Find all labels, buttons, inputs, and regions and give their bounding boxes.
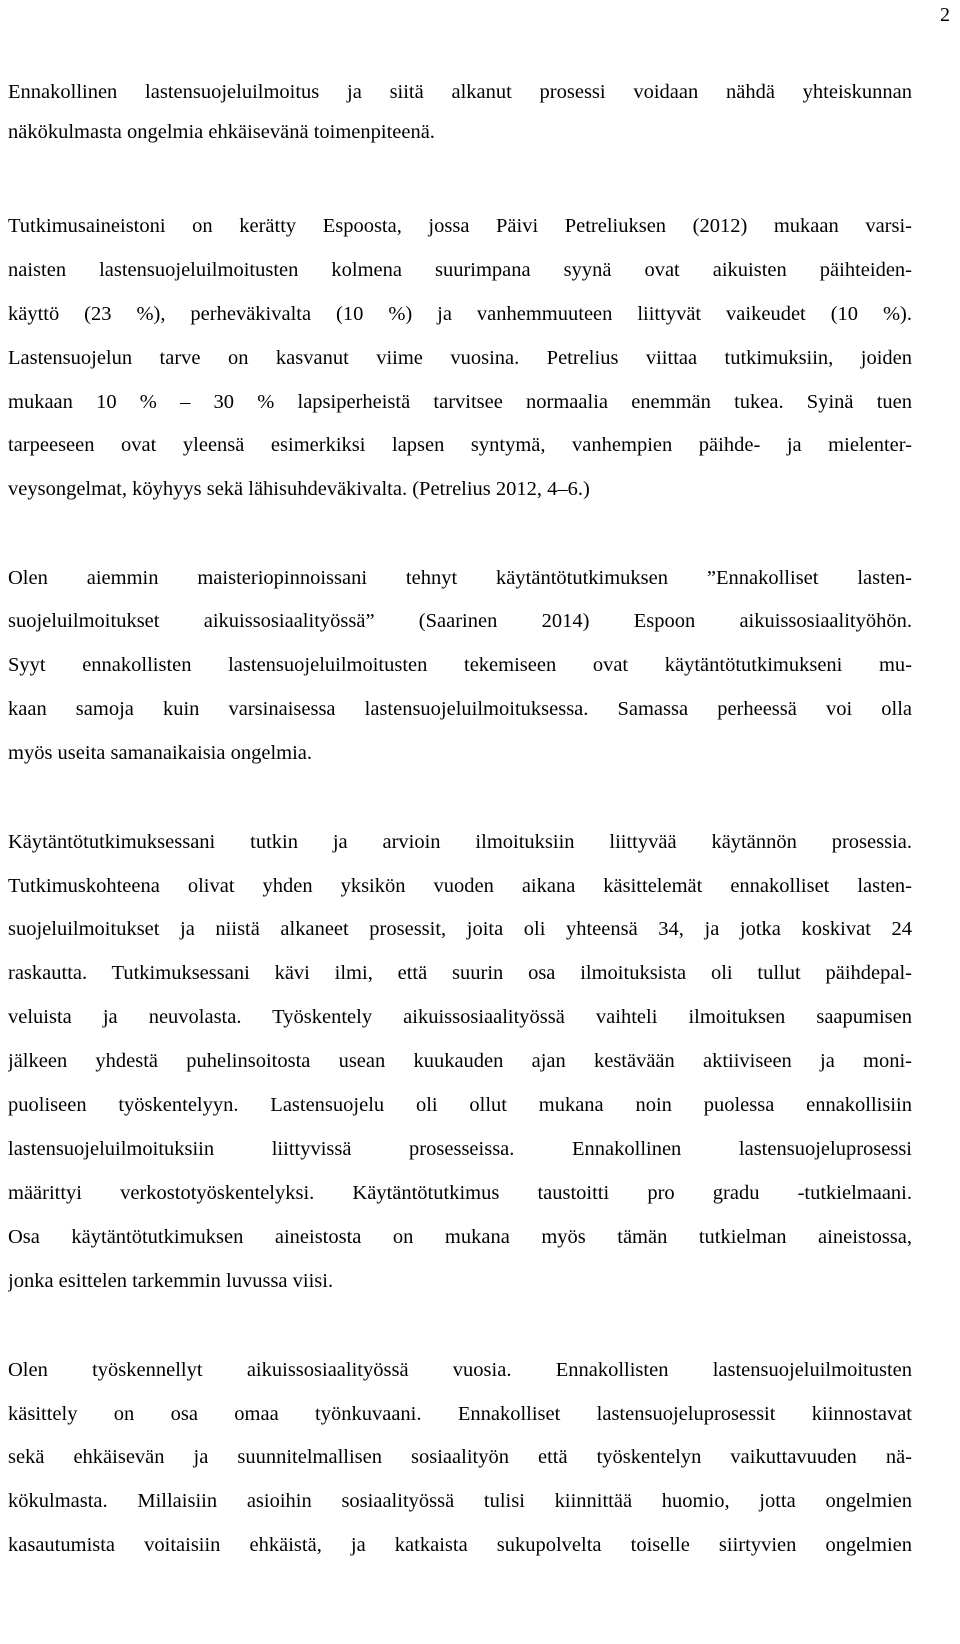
paragraph-4-line-1: Käytäntötutkimuksessani tutkin ja arvioin ilmoituksiin liittyvää käytännön prosessia. xyxy=(8,831,912,853)
paragraph-4-line-7: puoliseen työskentelyyn. Lastensuojelu oli ollut mukana noin puolessa ennakollisiin xyxy=(8,1094,912,1116)
paragraph-1-line-2: näkökulmasta ongelmia ehkäisevänä toimenpiteenä. xyxy=(8,121,435,143)
paragraph-5-line-5: kasautumista voitaisiin ehkäistä, ja katkaista sukupolvelta toiselle siirtyvien ongelmien xyxy=(8,1534,912,1556)
paragraph-4-line-4: raskautta. Tutkimuksessani kävi ilmi, että suurin osa ilmoituksista oli tullut päihdepal- xyxy=(8,962,912,984)
paragraph-2-line-5: mukaan 10 % – 30 % lapsiperheistä tarvitsee normaalia enemmän tukea. Syinä tuen xyxy=(8,391,912,413)
paragraph-2-line-2: naisten lastensuojeluilmoitusten kolmena suurimpana syynä ovat aikuisten päihteiden- xyxy=(8,259,912,281)
paragraph-3-line-1: Olen aiemmin maisteriopinnoissani tehnyt käytäntötutkimuksen ”Ennakolliset lasten- xyxy=(8,567,912,589)
paragraph-4-line-9: määrittyi verkostotyöskentelyksi. Käytäntötutkimus taustoitti pro gradu -tutkielmaani. xyxy=(8,1182,912,1204)
paragraph-2-line-4: Lastensuojelun tarve on kasvanut viime vuosina. Petrelius viittaa tutkimuksiin, joiden xyxy=(8,347,912,369)
paragraph-5-line-1: Olen työskennellyt aikuissosiaalityössä vuosia. Ennakollisten lastensuojeluilmoitusten xyxy=(8,1359,912,1381)
page-number: 2 xyxy=(940,4,950,26)
paragraph-5-line-2: käsittely on osa omaa työnkuvaani. Ennakolliset lastensuojeluprosessit kiinnostavat xyxy=(8,1403,912,1425)
paragraph-4-line-3: suojeluilmoitukset ja niistä alkaneet prosessit, joita oli yhteensä 34, ja jotka koskivat 24 xyxy=(8,918,912,940)
paragraph-5-line-4: kökulmasta. Millaisiin asioihin sosiaalityössä tulisi kiinnittää huomio, jotta ongelmien xyxy=(8,1490,912,1512)
paragraph-4-line-11: jonka esittelen tarkemmin luvussa viisi. xyxy=(8,1270,334,1292)
paragraph-5-line-3: sekä ehkäisevän ja suunnitelmallisen sosiaalityön että työskentelyn vaikuttavuuden nä- xyxy=(8,1446,912,1468)
paragraph-1-line-1: Ennakollinen lastensuojeluilmoitus ja siitä alkanut prosessi voidaan nähdä yhteiskunnan xyxy=(8,81,912,103)
paragraph-3-line-5: myös useita samanaikaisia ongelmia. xyxy=(8,742,313,764)
paragraph-3-line-3: Syyt ennakollisten lastensuojeluilmoitusten tekemiseen ovat käytäntötutkimukseni mu- xyxy=(8,654,912,676)
paragraph-2-line-7: veysongelmat, köyhyys sekä lähisuhdeväkivalta. (Petrelius 2012, 4–6.) xyxy=(8,478,590,500)
paragraph-2-line-6: tarpeeseen ovat yleensä esimerkiksi lapsen syntymä, vanhempien päihde- ja mielenter- xyxy=(8,434,912,456)
paragraph-3-line-4: kaan samoja kuin varsinaisessa lastensuojeluilmoituksessa. Samassa perheessä voi olla xyxy=(8,698,912,720)
paragraph-4-line-8: lastensuojeluilmoituksiin liittyvissä prosesseissa. Ennakollinen lastensuojeluprosessi xyxy=(8,1138,912,1160)
paragraph-4-line-6: jälkeen yhdestä puhelinsoitosta usean kuukauden ajan kestävään aktiiviseen ja moni- xyxy=(8,1050,912,1072)
paragraph-4-line-10: Osa käytäntötutkimuksen aineistosta on mukana myös tämän tutkielman aineistossa, xyxy=(8,1226,912,1248)
paragraph-4-line-5: veluista ja neuvolasta. Työskentely aikuissosiaalityössä vaihteli ilmoituksen saapumisen xyxy=(8,1006,912,1028)
paragraph-3-line-2: suojeluilmoitukset aikuissosiaalityössä” (Saarinen 2014) Espoon aikuissosiaalityöhön. xyxy=(8,610,912,632)
paragraph-2-line-3: käyttö (23 %), perheväkivalta (10 %) ja vanhemmuuteen liittyvät vaikeudet (10 %). xyxy=(8,303,912,325)
paragraph-2-line-1: Tutkimusaineistoni on kerätty Espoosta, jossa Päivi Petreliuksen (2012) mukaan varsi- xyxy=(8,215,912,237)
paragraph-4-line-2: Tutkimuskohteena olivat yhden yksikön vuoden aikana käsittelemät ennakolliset lasten- xyxy=(8,875,912,897)
